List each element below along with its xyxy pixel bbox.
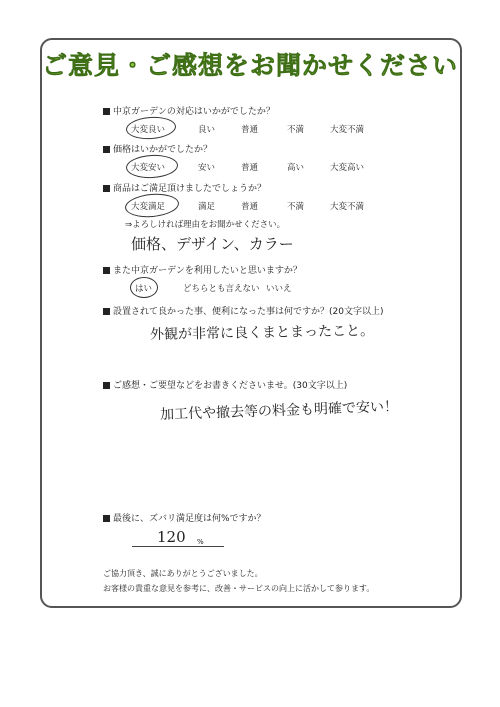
- option-good[interactable]: 良い: [198, 125, 216, 135]
- option-dissatisfied[interactable]: 不満: [287, 125, 305, 135]
- question-product: [103, 181, 266, 194]
- option-very-expensive[interactable]: 大変高い: [330, 163, 365, 173]
- handwritten-satisfaction-value: 120: [157, 528, 186, 546]
- survey-title: ご意見・ご感想をお聞かせください: [41, 51, 458, 80]
- square-bullet-icon: [103, 308, 110, 315]
- option-yes[interactable]: はい: [135, 284, 153, 294]
- question-text: 最後に、ズバリ満足度は何%ですか？: [113, 514, 266, 524]
- square-bullet-icon: [103, 108, 110, 115]
- question-reuse: [103, 263, 302, 276]
- square-bullet-icon: [103, 515, 110, 522]
- footer-thanks: ご協力頂き、誠にありがとうございました。: [103, 569, 263, 578]
- question-feedback: [103, 378, 347, 391]
- option-neutral[interactable]: どちらとも言えない: [183, 284, 260, 294]
- square-bullet-icon: [103, 267, 110, 274]
- question-text: 価格はいかがでしたか？: [113, 145, 213, 155]
- question-text: ご感想・ご要望などをお書きくださいませ。(30文字以上): [113, 381, 348, 391]
- selection-circle-mark: [130, 277, 158, 298]
- question-satisfaction: [103, 511, 266, 524]
- percent-unit: %: [197, 538, 204, 546]
- option-dissatisfied[interactable]: 不満: [287, 202, 305, 212]
- question-text: 中京ガーデンの対応はいかがでしたか？: [113, 107, 275, 117]
- question-text: 商品はご満足頂けましたでしょうか？: [113, 184, 267, 194]
- question-price: [103, 142, 212, 155]
- option-very-cheap[interactable]: 大変安い: [131, 163, 166, 173]
- square-bullet-icon: [103, 146, 110, 153]
- square-bullet-icon: [103, 382, 110, 389]
- option-very-dissatisfied[interactable]: 大変不満: [330, 202, 365, 212]
- question-text: 設置されて良かった事、便利になった事は何ですか？(20文字以上): [113, 307, 384, 317]
- option-very-satisfied[interactable]: 大変満足: [131, 202, 166, 212]
- handwritten-benefits: 外観が非常に良くまとまったこと。: [149, 323, 375, 343]
- option-cheap[interactable]: 安い: [198, 163, 216, 173]
- question-text: また中京ガーデンを利用したいと思いますか？: [113, 266, 302, 276]
- option-satisfied[interactable]: 満足: [198, 202, 216, 212]
- option-very-good[interactable]: 大変良い: [131, 125, 166, 135]
- option-no[interactable]: いいえ: [266, 284, 292, 294]
- option-very-dissatisfied[interactable]: 大変不満: [330, 125, 365, 135]
- reason-prompt: ⇒よろしければ理由をお聞かせください。: [125, 220, 286, 230]
- question-staff-response: [103, 104, 275, 117]
- answer-underline: [132, 546, 224, 547]
- option-expensive[interactable]: 高い: [287, 163, 305, 173]
- option-average[interactable]: 普通: [241, 202, 259, 212]
- footer-note: お客様の貴重な意見を参考に、改善・サービスの向上に活かして参ります。: [103, 584, 375, 593]
- question-benefits: [103, 304, 383, 317]
- square-bullet-icon: [103, 185, 110, 192]
- handwritten-reason: 価格、デザイン、カラー: [131, 235, 294, 253]
- handwritten-feedback: 加工代や撤去等の料金も明確で安い！: [159, 398, 399, 424]
- option-average[interactable]: 普通: [241, 125, 259, 135]
- option-average[interactable]: 普通: [241, 163, 259, 173]
